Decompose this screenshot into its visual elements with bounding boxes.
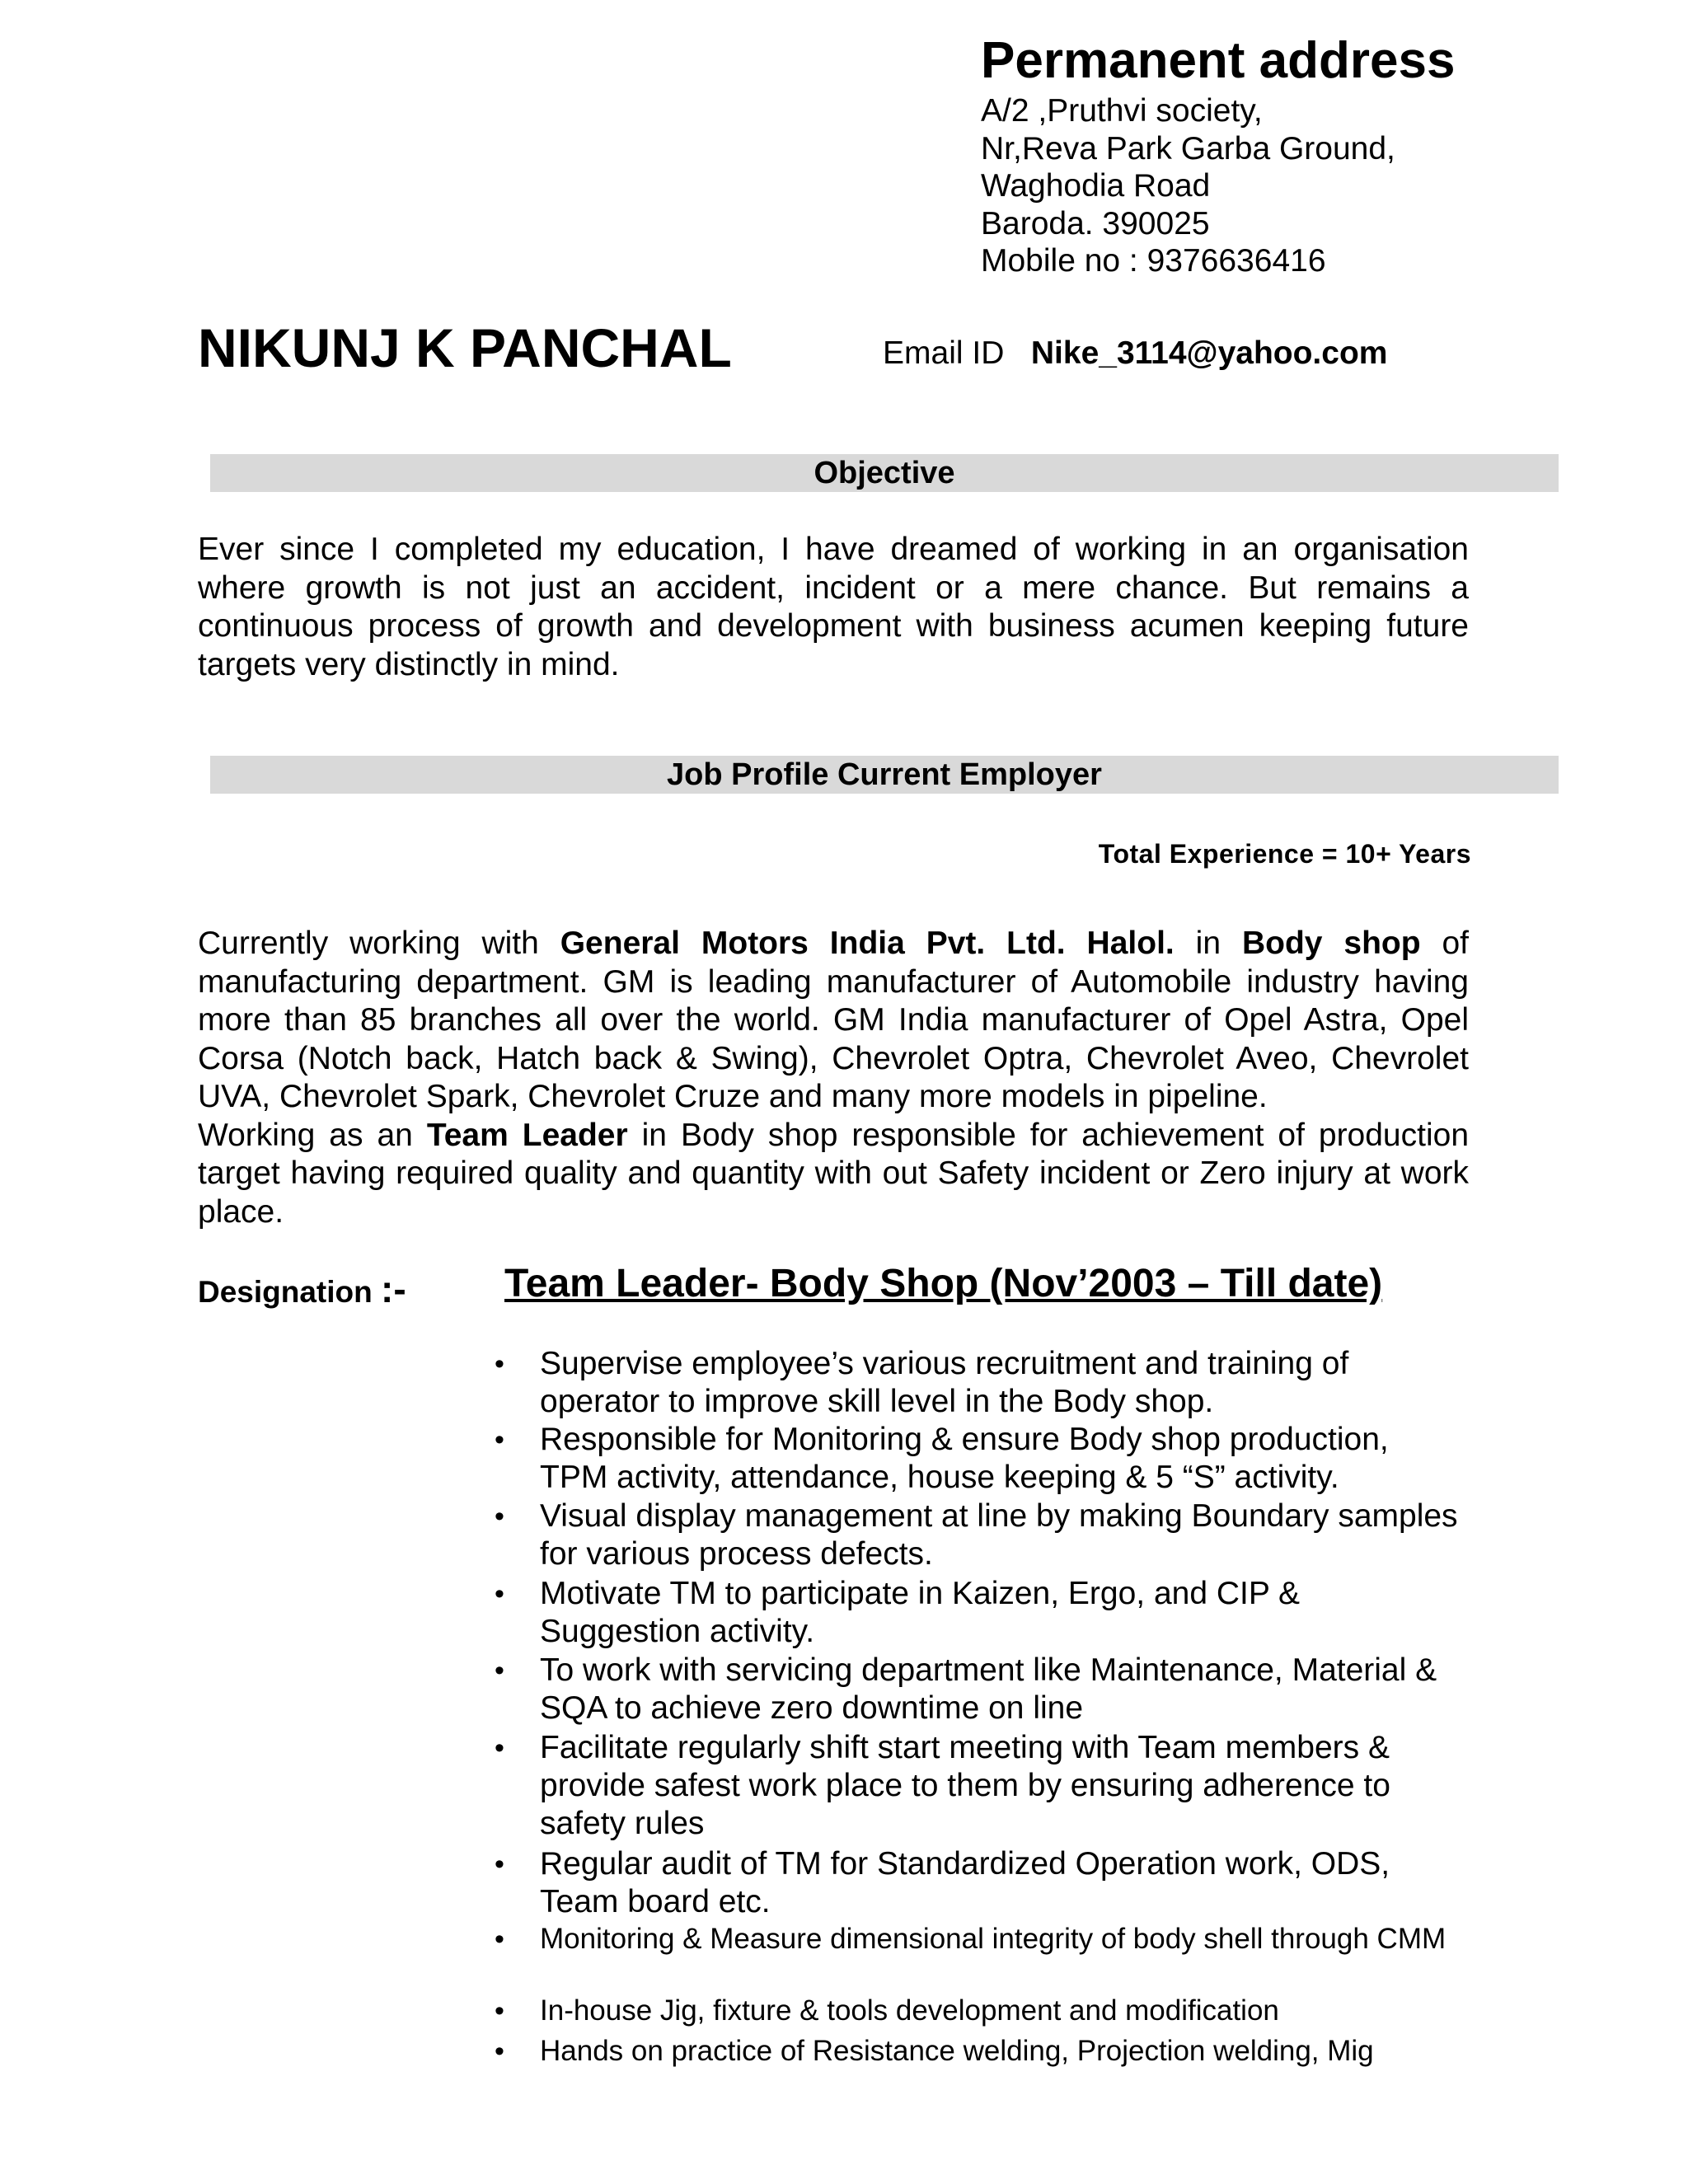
address-line: Baroda. 390025	[981, 206, 1210, 241]
candidate-name: NIKUNJ K PANCHAL	[198, 317, 732, 378]
address-line: Waghodia Road	[981, 168, 1211, 204]
address-line: Nr,Reva Park Garba Ground,	[981, 131, 1395, 166]
role-name: Team Leader	[426, 1117, 628, 1153]
objective-heading: Objective	[210, 454, 1559, 492]
bullet-icon: •	[495, 2036, 504, 2067]
job-profile-heading: Job Profile Current Employer	[210, 756, 1559, 794]
designation-title: Team Leader- Body Shop (Nov’2003 – Till date)	[504, 1262, 1383, 1305]
list-item-text: Visual display management at line by making Boundary samples for various process defects.	[540, 1498, 1458, 1572]
total-experience: Total Experience = 10+ Years	[1098, 839, 1471, 869]
department-name: Body shop	[1241, 926, 1421, 961]
bullet-icon: •	[495, 1424, 504, 1455]
bullet-icon: •	[495, 1348, 504, 1380]
text-run: Currently working with	[198, 926, 560, 961]
text-run: Working as an	[198, 1117, 427, 1153]
bullet-icon: •	[495, 1849, 504, 1880]
bullet-icon: •	[495, 1924, 504, 1955]
designation-separator: :-	[381, 1268, 406, 1310]
list-item-text: Motivate TM to participate in Kaizen, Ergo, and CIP & Suggestion activity.	[540, 1576, 1301, 1649]
email-address: Nike_3114@yahoo.com	[1030, 335, 1388, 371]
bullet-icon: •	[495, 1655, 504, 1686]
text-run: in Body shop responsible for achievement of production target having required quality and quantity with out Safety incident or Zero injury at work place.	[198, 1117, 1470, 1230]
address-line: A/2 ,Pruthvi society,	[981, 93, 1263, 129]
job-profile-paragraph	[198, 925, 1469, 1231]
bullet-icon: •	[495, 1732, 504, 1764]
bullet-icon: •	[495, 1578, 504, 1610]
bullet-icon: •	[495, 1995, 504, 2027]
list-item-text: To work with servicing department like Maintenance, Material & SQA to achieve zero downtime on line	[540, 1652, 1437, 1726]
mobile-number: Mobile no : 9376636416	[981, 243, 1326, 279]
designation-label	[198, 1268, 406, 1314]
list-item-text: Regular audit of TM for Standardized Operation work, ODS, Team board etc.	[540, 1846, 1390, 1919]
list-item-text: Facilitate regularly shift start meeting with Team members & provide safest work place to them by ensuring adherence to safety rules	[540, 1730, 1390, 1841]
list-item-text: Responsible for Monitoring & ensure Body shop production, TPM activity, attendance, house keeping & 5 “S” activity.	[540, 1422, 1389, 1495]
objective-text: Ever since I completed my education, I have dreamed of working in an organisation where growth is not just an accident, incident or a mere chance. But remains a continuous process of growth and development with business acumen keeping future targets very distinctly in mind.	[198, 532, 1469, 682]
text-run: of manufacturing department. GM is leading manufacturer of Automobile industry having more than 85 branches all over the world. GM India manufacturer of Opel Astra, Opel Corsa (Notch back, Hatch back & Swing), Chevrolet Optra, Chevrolet Aveo, Chevrolet UVA, Chevrolet Spark, Chevrolet Cruze and many more models in pipeline.	[198, 926, 1469, 1114]
email-row	[883, 334, 1387, 373]
list-item-text: Supervise employee’s various recruitment and training of operator to improve skill level in the Body shop.	[540, 1346, 1349, 1419]
bullet-icon: •	[495, 1501, 504, 1532]
designation-label-text: Designation	[198, 1275, 382, 1309]
email-label: Email ID	[883, 335, 1005, 371]
company-name: General Motors India Pvt. Ltd. Halol.	[560, 926, 1175, 961]
list-item-text: In-house Jig, fixture & tools development and modification	[540, 1994, 1279, 2027]
address-heading: Permanent address	[981, 32, 1456, 89]
text-run: in	[1174, 926, 1242, 961]
list-item-text: Monitoring & Measure dimensional integrity of body shell through CMM	[540, 1923, 1447, 1955]
list-item-text: Hands on practice of Resistance welding, Projection welding, Mig	[540, 2035, 1374, 2067]
